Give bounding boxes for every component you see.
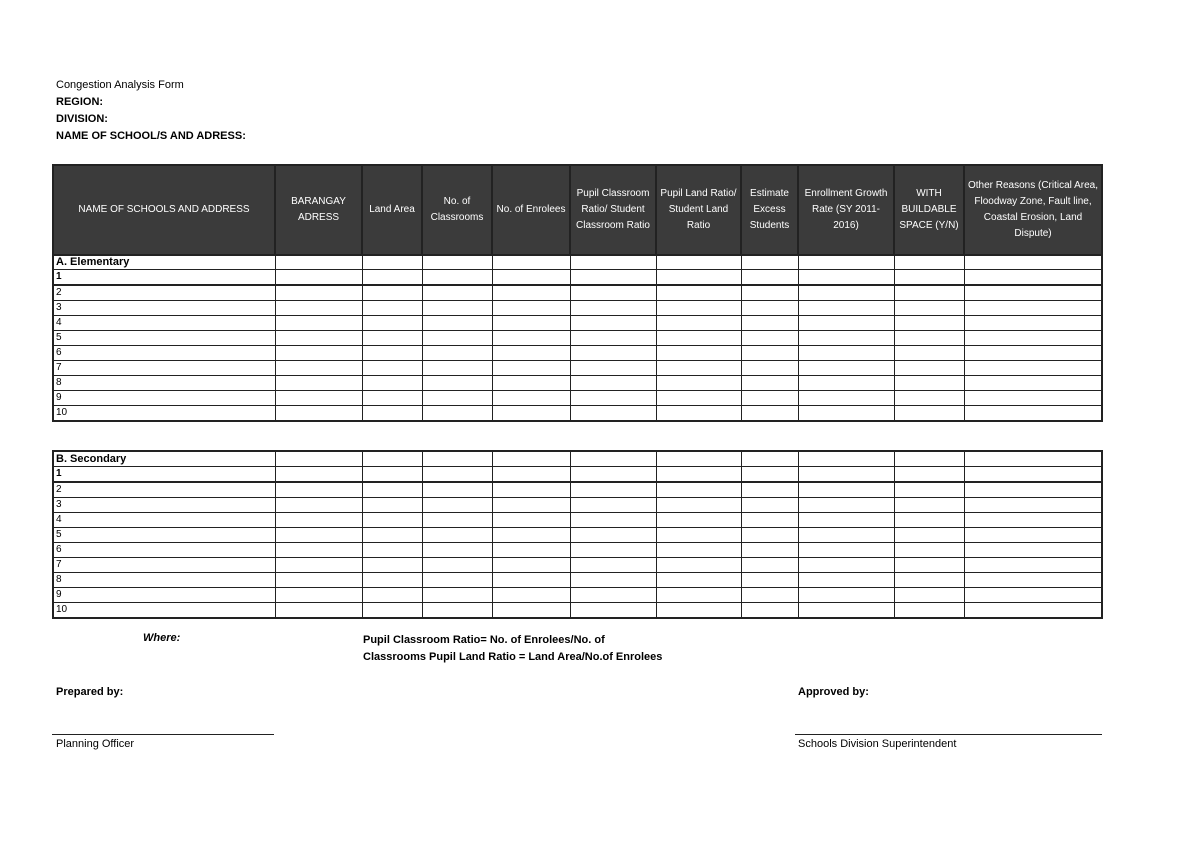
table-cell[interactable] — [492, 391, 570, 406]
table-row — [53, 543, 1102, 558]
table-cell[interactable] — [422, 391, 492, 406]
table-cell[interactable] — [798, 498, 894, 513]
table-cell[interactable] — [275, 573, 362, 588]
table-cell[interactable] — [422, 558, 492, 573]
table-cell[interactable] — [422, 255, 492, 270]
table-cell[interactable] — [964, 391, 1102, 406]
table-cell[interactable] — [656, 285, 741, 301]
table-cell[interactable] — [362, 528, 422, 543]
table-cell[interactable] — [656, 451, 741, 467]
table-cell[interactable] — [362, 376, 422, 391]
table-cell[interactable] — [570, 558, 656, 573]
section-row — [53, 255, 1102, 270]
table-cell[interactable] — [275, 270, 362, 286]
table-cell[interactable] — [964, 528, 1102, 543]
table-cell[interactable] — [492, 346, 570, 361]
table-cell[interactable] — [656, 316, 741, 331]
table-cell[interactable] — [422, 451, 492, 467]
table-cell[interactable] — [894, 467, 964, 483]
table-cell[interactable] — [894, 451, 964, 467]
table-cell[interactable] — [492, 588, 570, 603]
table-cell[interactable] — [656, 543, 741, 558]
table-cell[interactable] — [798, 573, 894, 588]
table-cell[interactable] — [570, 603, 656, 619]
table-row — [53, 270, 1102, 286]
table-cell[interactable] — [798, 331, 894, 346]
region-label: REGION: — [56, 96, 104, 108]
row-number: 7 — [53, 361, 275, 376]
table-cell[interactable] — [894, 331, 964, 346]
table-cell[interactable] — [570, 543, 656, 558]
table-row — [53, 316, 1102, 331]
table-cell[interactable] — [570, 285, 656, 301]
table-cell[interactable] — [275, 451, 362, 467]
table-cell[interactable] — [894, 301, 964, 316]
table-cell[interactable] — [492, 573, 570, 588]
table-cell[interactable] — [894, 255, 964, 270]
table-cell[interactable] — [656, 513, 741, 528]
table-cell[interactable] — [275, 558, 362, 573]
table-row — [53, 331, 1102, 346]
header-other-reasons: Other Reasons (Critical Area, Floodway Zone, Fault line, Coastal Erosion, Land Dispute) — [964, 165, 1102, 255]
table-cell[interactable] — [894, 588, 964, 603]
table-cell[interactable] — [894, 285, 964, 301]
table-cell[interactable] — [964, 558, 1102, 573]
table-cell[interactable] — [570, 513, 656, 528]
table-cell[interactable] — [964, 255, 1102, 270]
table-cell[interactable] — [570, 270, 656, 286]
table-cell[interactable] — [741, 301, 798, 316]
table-row — [53, 376, 1102, 391]
table-cell[interactable] — [798, 255, 894, 270]
table-cell[interactable] — [570, 346, 656, 361]
table-row — [53, 498, 1102, 513]
row-number: 4 — [53, 513, 275, 528]
table-cell[interactable] — [362, 255, 422, 270]
table-cell[interactable] — [741, 406, 798, 422]
table-cell[interactable] — [570, 255, 656, 270]
table-cell[interactable] — [964, 270, 1102, 286]
table-cell[interactable] — [275, 543, 362, 558]
table-cell[interactable] — [798, 482, 894, 498]
table-cell[interactable] — [798, 467, 894, 483]
table-cell[interactable] — [741, 331, 798, 346]
header-table — [52, 164, 1103, 256]
table-cell[interactable] — [362, 346, 422, 361]
table-cell[interactable] — [798, 301, 894, 316]
table-cell[interactable] — [422, 346, 492, 361]
table-cell[interactable] — [362, 331, 422, 346]
row-number: 4 — [53, 316, 275, 331]
table-cell[interactable] — [798, 451, 894, 467]
row-number: 5 — [53, 331, 275, 346]
division-label: DIVISION: — [56, 113, 108, 125]
table-cell[interactable] — [656, 376, 741, 391]
table-cell[interactable] — [570, 588, 656, 603]
table-cell[interactable] — [362, 482, 422, 498]
table-cell[interactable] — [422, 467, 492, 483]
table-cell[interactable] — [894, 603, 964, 619]
table-cell[interactable] — [570, 376, 656, 391]
table-cell[interactable] — [570, 467, 656, 483]
table-row — [53, 558, 1102, 573]
table-cell[interactable] — [570, 573, 656, 588]
row-number: 6 — [53, 346, 275, 361]
table-cell[interactable] — [422, 376, 492, 391]
table-cell[interactable] — [492, 528, 570, 543]
table-cell[interactable] — [362, 451, 422, 467]
table-cell[interactable] — [422, 331, 492, 346]
row-number: 1 — [53, 270, 275, 286]
table-cell[interactable] — [894, 316, 964, 331]
where-label: Where: — [143, 632, 181, 644]
table-cell[interactable] — [422, 482, 492, 498]
table-cell[interactable] — [656, 528, 741, 543]
table-cell[interactable] — [362, 270, 422, 286]
table-cell[interactable] — [741, 316, 798, 331]
header-pupil-land-ratio: Pupil Land Ratio/ Student Land Ratio — [656, 165, 741, 255]
table-cell[interactable] — [894, 558, 964, 573]
table-cell[interactable] — [964, 482, 1102, 498]
header-growth-rate: Enrollment Growth Rate (SY 2011-2016) — [798, 165, 894, 255]
table-cell[interactable] — [964, 603, 1102, 619]
table-cell[interactable] — [656, 255, 741, 270]
table-cell[interactable] — [422, 603, 492, 619]
table-cell[interactable] — [275, 406, 362, 422]
table-cell[interactable] — [656, 361, 741, 376]
table-cell[interactable] — [656, 406, 741, 422]
table-cell[interactable] — [275, 361, 362, 376]
row-number: 8 — [53, 573, 275, 588]
table-cell[interactable] — [492, 558, 570, 573]
table-cell[interactable] — [362, 301, 422, 316]
table-cell[interactable] — [798, 543, 894, 558]
table-cell[interactable] — [656, 482, 741, 498]
section-label: B. Secondary — [53, 451, 275, 467]
table-cell[interactable] — [422, 588, 492, 603]
table-cell[interactable] — [964, 573, 1102, 588]
table-cell[interactable] — [964, 406, 1102, 422]
row-number: 8 — [53, 376, 275, 391]
table-cell[interactable] — [362, 558, 422, 573]
table-cell[interactable] — [570, 316, 656, 331]
table-cell[interactable] — [798, 588, 894, 603]
table-row — [53, 361, 1102, 376]
table-cell[interactable] — [422, 270, 492, 286]
header-pupil-classroom-ratio: Pupil Classroom Ratio/ Student Classroom Ratio — [570, 165, 656, 255]
table-cell[interactable] — [741, 482, 798, 498]
table-cell[interactable] — [570, 482, 656, 498]
table-cell[interactable] — [964, 451, 1102, 467]
table-cell[interactable] — [894, 376, 964, 391]
table-cell[interactable] — [570, 361, 656, 376]
table-cell[interactable] — [275, 528, 362, 543]
table-cell[interactable] — [741, 603, 798, 619]
table-cell[interactable] — [798, 406, 894, 422]
table-cell[interactable] — [964, 346, 1102, 361]
table-cell[interactable] — [422, 301, 492, 316]
table-cell[interactable] — [894, 543, 964, 558]
table-cell[interactable] — [570, 391, 656, 406]
row-number: 10 — [53, 603, 275, 619]
table-cell[interactable] — [741, 376, 798, 391]
table-cell[interactable] — [492, 513, 570, 528]
table-cell[interactable] — [275, 588, 362, 603]
table-cell[interactable] — [894, 513, 964, 528]
table-cell[interactable] — [798, 558, 894, 573]
table-cell[interactable] — [656, 270, 741, 286]
table-cell[interactable] — [422, 361, 492, 376]
table-cell[interactable] — [741, 588, 798, 603]
table-cell[interactable] — [741, 528, 798, 543]
table-cell[interactable] — [964, 513, 1102, 528]
table-cell[interactable] — [798, 528, 894, 543]
table-cell[interactable] — [741, 346, 798, 361]
table-cell[interactable] — [275, 498, 362, 513]
table-cell[interactable] — [362, 391, 422, 406]
table-cell[interactable] — [492, 316, 570, 331]
table-cell[interactable] — [894, 528, 964, 543]
row-number: 2 — [53, 482, 275, 498]
header-land-area: Land Area — [362, 165, 422, 255]
table-cell[interactable] — [275, 331, 362, 346]
header-buildable-space: WITH BUILDABLE SPACE (Y/N) — [894, 165, 964, 255]
table-cell[interactable] — [362, 361, 422, 376]
table-cell[interactable] — [362, 316, 422, 331]
section-row — [53, 451, 1102, 467]
table-cell[interactable] — [798, 270, 894, 286]
table-cell[interactable] — [741, 467, 798, 483]
preparer-signature-line — [52, 734, 274, 735]
table-cell[interactable] — [492, 603, 570, 619]
formula-line-1: Pupil Classroom Ratio= No. of Enrolees/No. of — [363, 634, 605, 646]
table-row — [53, 406, 1102, 422]
table-cell[interactable] — [492, 451, 570, 467]
table-cell[interactable] — [275, 301, 362, 316]
formula-note — [363, 632, 662, 666]
table-cell[interactable] — [275, 482, 362, 498]
table-row — [53, 573, 1102, 588]
table-cell[interactable] — [422, 543, 492, 558]
table-cell[interactable] — [492, 467, 570, 483]
table-cell[interactable] — [894, 346, 964, 361]
table-cell[interactable] — [422, 528, 492, 543]
table-cell[interactable] — [894, 391, 964, 406]
approved-by-label: Approved by: — [798, 686, 869, 698]
table-cell[interactable] — [422, 573, 492, 588]
table-cell[interactable] — [492, 301, 570, 316]
table-row — [53, 285, 1102, 301]
table-cell[interactable] — [894, 406, 964, 422]
table-cell[interactable] — [964, 301, 1102, 316]
table-cell[interactable] — [741, 513, 798, 528]
table-cell[interactable] — [964, 588, 1102, 603]
table-cell[interactable] — [570, 301, 656, 316]
table-cell[interactable] — [798, 316, 894, 331]
header-barangay: BARANGAY ADRESS — [275, 165, 362, 255]
table-cell[interactable] — [741, 285, 798, 301]
table-cell[interactable] — [798, 391, 894, 406]
table-cell[interactable] — [570, 498, 656, 513]
table-cell[interactable] — [741, 451, 798, 467]
table-cell[interactable] — [798, 285, 894, 301]
school-label: NAME OF SCHOOL/S AND ADRESS: — [56, 130, 246, 142]
table-cell[interactable] — [492, 270, 570, 286]
row-number: 7 — [53, 558, 275, 573]
table-cell[interactable] — [422, 316, 492, 331]
row-number: 3 — [53, 498, 275, 513]
table-cell[interactable] — [798, 361, 894, 376]
table-cell[interactable] — [656, 498, 741, 513]
table-cell[interactable] — [362, 588, 422, 603]
row-number: 9 — [53, 391, 275, 406]
table-cell[interactable] — [964, 543, 1102, 558]
row-number: 5 — [53, 528, 275, 543]
table-cell[interactable] — [570, 331, 656, 346]
table-cell[interactable] — [964, 285, 1102, 301]
table-cell[interactable] — [362, 285, 422, 301]
table-cell[interactable] — [894, 482, 964, 498]
table-cell[interactable] — [362, 573, 422, 588]
table-cell[interactable] — [275, 513, 362, 528]
table-cell[interactable] — [894, 573, 964, 588]
table-cell[interactable] — [656, 603, 741, 619]
table-cell[interactable] — [798, 513, 894, 528]
table-cell[interactable] — [570, 451, 656, 467]
table-cell[interactable] — [964, 467, 1102, 483]
header-excess-students: Estimate Excess Students — [741, 165, 798, 255]
table-cell[interactable] — [275, 346, 362, 361]
table-cell[interactable] — [894, 498, 964, 513]
table-cell[interactable] — [656, 391, 741, 406]
table-cell[interactable] — [492, 285, 570, 301]
row-number: 2 — [53, 285, 275, 301]
table-cell[interactable] — [964, 361, 1102, 376]
table-cell[interactable] — [362, 603, 422, 619]
table-cell[interactable] — [798, 346, 894, 361]
table-cell[interactable] — [741, 361, 798, 376]
table-cell[interactable] — [570, 406, 656, 422]
table-cell[interactable] — [422, 498, 492, 513]
formula-line-2: Classrooms Pupil Land Ratio = Land Area/No.of Enrolees — [363, 651, 663, 663]
table-cell[interactable] — [275, 603, 362, 619]
table-cell[interactable] — [492, 331, 570, 346]
section-label: A. Elementary — [53, 255, 275, 270]
table-cell[interactable] — [275, 316, 362, 331]
table-cell[interactable] — [492, 543, 570, 558]
table-cell[interactable] — [964, 376, 1102, 391]
table-cell[interactable] — [275, 255, 362, 270]
approver-title: Schools Division Superintendent — [798, 738, 957, 750]
table-cell[interactable] — [741, 391, 798, 406]
table-cell[interactable] — [741, 270, 798, 286]
table-cell[interactable] — [422, 406, 492, 422]
table-row — [53, 301, 1102, 316]
table-cell[interactable] — [570, 528, 656, 543]
table-row — [53, 467, 1102, 483]
table-cell[interactable] — [656, 558, 741, 573]
table-cell[interactable] — [964, 331, 1102, 346]
table-cell[interactable] — [275, 376, 362, 391]
header-enrolees: No. of Enrolees — [492, 165, 570, 255]
table-cell[interactable] — [894, 270, 964, 286]
table-cell[interactable] — [362, 513, 422, 528]
table-cell[interactable] — [798, 603, 894, 619]
table-cell[interactable] — [894, 361, 964, 376]
table-cell[interactable] — [492, 376, 570, 391]
table-cell[interactable] — [275, 285, 362, 301]
table-cell[interactable] — [275, 467, 362, 483]
table-cell[interactable] — [492, 406, 570, 422]
table-cell[interactable] — [422, 513, 492, 528]
table-row — [53, 391, 1102, 406]
elementary-table — [52, 254, 1103, 422]
table-row — [53, 482, 1102, 498]
table-cell[interactable] — [656, 346, 741, 361]
table-row — [53, 528, 1102, 543]
table-cell[interactable] — [741, 498, 798, 513]
table-cell[interactable] — [492, 361, 570, 376]
table-cell[interactable] — [656, 467, 741, 483]
table-cell[interactable] — [492, 482, 570, 498]
header-school-name: NAME OF SCHOOLS AND ADDRESS — [53, 165, 275, 255]
row-number: 6 — [53, 543, 275, 558]
row-number: 9 — [53, 588, 275, 603]
table-cell[interactable] — [362, 498, 422, 513]
table-row — [53, 603, 1102, 619]
table-cell[interactable] — [964, 316, 1102, 331]
table-cell[interactable] — [798, 376, 894, 391]
table-cell[interactable] — [656, 331, 741, 346]
table-cell[interactable] — [492, 498, 570, 513]
secondary-table — [52, 450, 1103, 619]
table-cell[interactable] — [741, 255, 798, 270]
row-number: 10 — [53, 406, 275, 422]
table-cell[interactable] — [741, 573, 798, 588]
table-cell[interactable] — [422, 285, 492, 301]
table-row — [53, 588, 1102, 603]
table-cell[interactable] — [362, 467, 422, 483]
table-cell[interactable] — [656, 301, 741, 316]
form-title: Congestion Analysis Form — [56, 79, 184, 91]
table-cell[interactable] — [656, 588, 741, 603]
form-header — [56, 77, 246, 145]
table-cell[interactable] — [741, 543, 798, 558]
row-number: 3 — [53, 301, 275, 316]
row-number: 1 — [53, 467, 275, 483]
table-cell[interactable] — [275, 391, 362, 406]
table-cell[interactable] — [362, 406, 422, 422]
table-cell[interactable] — [741, 558, 798, 573]
approver-signature-line — [795, 734, 1102, 735]
header-classrooms: No. of Classrooms — [422, 165, 492, 255]
prepared-by-label: Prepared by: — [56, 686, 124, 698]
table-cell[interactable] — [362, 543, 422, 558]
table-cell[interactable] — [656, 573, 741, 588]
table-row — [53, 513, 1102, 528]
table-cell[interactable] — [492, 255, 570, 270]
preparer-title: Planning Officer — [56, 738, 135, 750]
table-cell[interactable] — [964, 498, 1102, 513]
table-row — [53, 346, 1102, 361]
